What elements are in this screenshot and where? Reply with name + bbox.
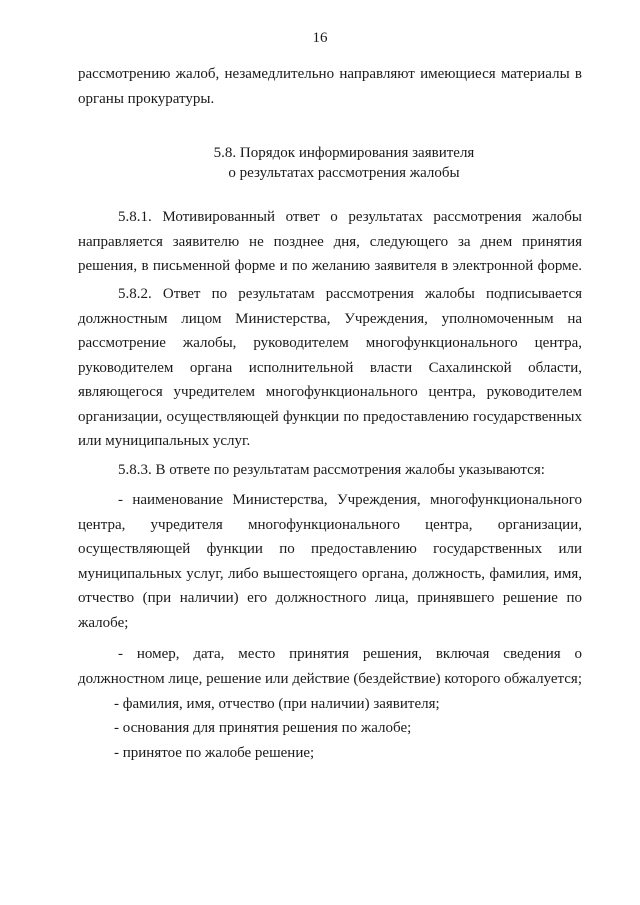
text-line: должностном лице, решение или действие (бездействие) которого обжалуется; (78, 670, 582, 687)
text-line: - наименование Министерства, Учреждения, многофункционального (118, 492, 582, 508)
text-line: отчество (при наличии) его должностного лица, принявшего решение по (78, 590, 582, 606)
text-line: муниципальных услуг, либо вышестоящего органа, должность, фамилия, имя, (78, 565, 582, 582)
text-line: рассмотрение жалобы, руководителем многофункционального центра, (78, 335, 582, 351)
paragraph-5-8-3 (78, 458, 582, 483)
list-item-2 (78, 642, 582, 691)
text-line: - основания для принятия решения по жалобе; (114, 720, 412, 736)
section-heading-line-2: о результатах рассмотрения жалобы (228, 165, 460, 181)
text-line: - принятое по жалобе решение; (114, 745, 315, 761)
text-line: центра, учредителя многофункционального центра, организации, (78, 516, 582, 533)
text-line: или муниципальных услуг. (78, 433, 251, 449)
text-line: рассмотрению жалоб, незамедлительно направляют имеющиеся материалы в (78, 66, 582, 82)
text-line: жалобе; (78, 614, 129, 631)
text-line: руководителем органа исполнительной власти Сахалинской области, (78, 359, 582, 376)
section-heading-line-1: 5.8. Порядок информирования заявителя (213, 145, 475, 161)
text-line: должностным лицом Министерства, Учреждения, уполномоченным на (78, 310, 582, 327)
text-line: решения, в письменной форме и по желанию заявителя в электронной форме. (78, 258, 582, 274)
page-number: 16 (312, 30, 328, 46)
list-item-1 (78, 488, 582, 635)
paragraph-5-8-1 (78, 205, 582, 279)
paragraph-5-8-2 (78, 282, 582, 454)
text-line: организации, осуществляющей функции по предоставлению государственных (78, 408, 582, 425)
section-heading (0, 143, 640, 183)
text-line: 5.8.3. В ответе по результатам рассмотрения жалобы указываются: (118, 462, 545, 478)
text-line: направляется заявителю не позднее дня, следующего за днем принятия (78, 233, 582, 250)
intro-paragraph (78, 62, 582, 111)
list-item-5 (78, 741, 582, 766)
text-line: - номер, дата, место принятия решения, включая сведения о (118, 646, 582, 662)
list-item-3 (78, 692, 582, 717)
text-line: - фамилия, имя, отчество (при наличии) заявителя; (114, 696, 440, 712)
text-line: 5.8.1. Мотивированный ответ о результатах рассмотрения жалобы (118, 209, 582, 225)
text-line: являющегося учредителем многофункционального центра, руководителем (78, 384, 582, 400)
list-item-4 (78, 716, 582, 741)
text-line: органы прокуратуры. (78, 90, 215, 107)
text-line: осуществляющей функции по предоставлению государственных или (78, 541, 582, 557)
text-line: 5.8.2. Ответ по результатам рассмотрения жалобы подписывается (118, 286, 582, 302)
